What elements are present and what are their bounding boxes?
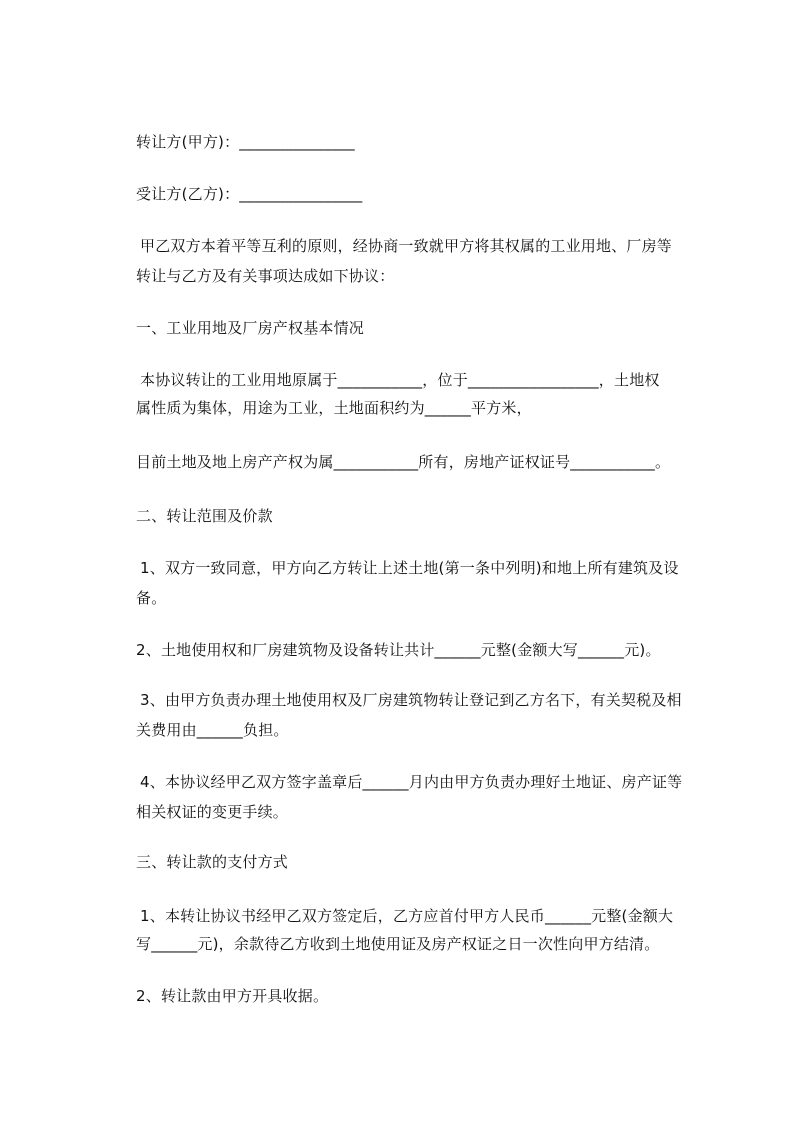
party-b-line: 受让方(乙方)：________________: [136, 185, 363, 203]
party-a-line: 转让方(甲方)：_______________: [136, 133, 355, 151]
section2-item4-line1: 4、本协议经甲乙双方签字盖章后______月内由甲方负责办理好土地证、房产证等: [140, 773, 683, 791]
section2-item1-line2: 备。: [136, 589, 167, 607]
section1-paragraph2: 目前土地及地上房产产权为属___________所有，房地产证权证号___________。: [136, 453, 671, 471]
section2-item2: 2、土地使用权和厂房建筑物及设备转让共计______元整(金额大写______元)。: [136, 641, 661, 659]
section2-title: 二、转让范围及价款: [136, 507, 273, 525]
section3-item1-line2: 写______元)，余款待乙方收到土地使用证及房产权证之日一次性向甲方结清。: [136, 935, 660, 953]
section2-item3-line1: 3、由甲方负责办理土地使用权及厂房建筑物转让登记到乙方名下，有关契税及相: [140, 691, 682, 709]
section2-item4-line2: 相关权证的变更手续。: [136, 803, 289, 821]
section1-paragraph1-line1: 本协议转让的工业用地原属于___________，位于_________________，土地权: [140, 371, 660, 389]
intro-line-2: 转让与乙方及有关事项达成如下协议：: [136, 267, 395, 285]
section1-paragraph1-line2: 属性质为集体，用途为工业，土地面积约为______平方米，: [136, 399, 532, 417]
intro-line-1: 甲乙双方本着平等互利的原则，经协商一致就甲方将其权属的工业用地、厂房等: [140, 237, 673, 255]
section3-item1-line1: 1、本转让协议书经甲乙双方签定后，乙方应首付甲方人民币______元整(金额大: [140, 907, 674, 925]
section2-item3-line2: 关费用由______负担。: [136, 721, 289, 739]
section2-item1-line1: 1、双方一致同意，甲方向乙方转让上述土地(第一条中列明)和地上所有建筑及设: [140, 559, 679, 577]
section3-title: 三、转让款的支付方式: [136, 853, 289, 871]
section3-item2: 2、转让款由甲方开具收据。: [136, 987, 329, 1005]
section1-title: 一、工业用地及厂房产权基本情况: [136, 319, 365, 337]
